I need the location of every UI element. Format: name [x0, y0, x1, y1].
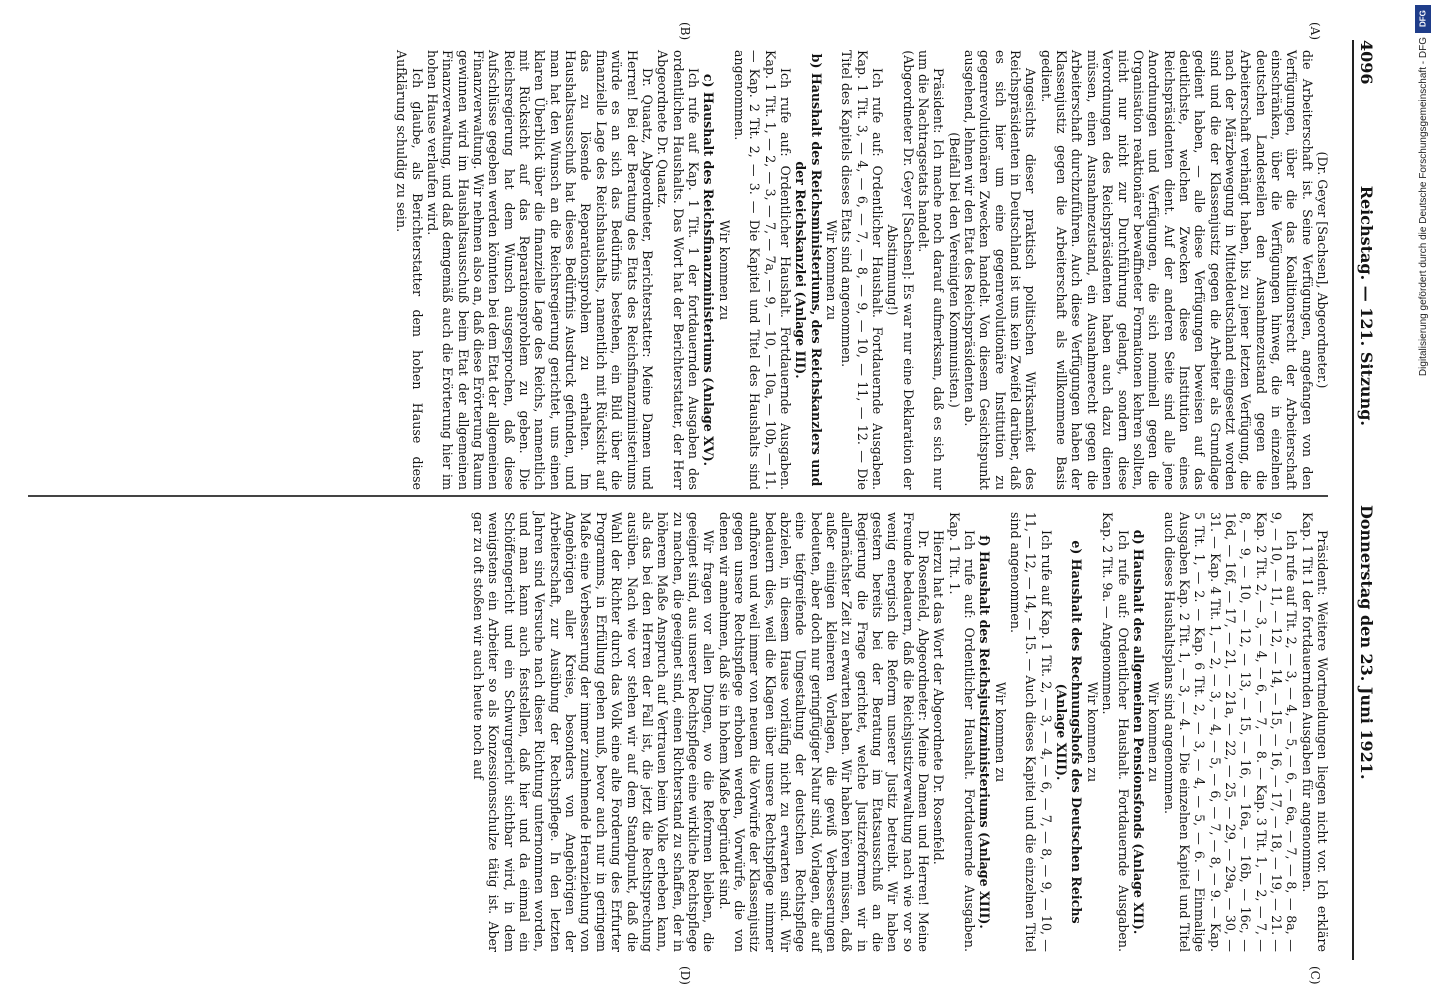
paragraph: Ich rufe auf Kap. 1 Tit. 1 der fortdauernden Ausgaben des ordentlichen Haushalts. Das Wort hat der Berichterstatter, der Herr Abgeordnete Dr. Quaatz. [655, 50, 701, 490]
dfg-logo: DFG [1415, 5, 1431, 33]
section-heading: d) Haushalt des allgemeinen Pensionsfonds (Anlage XII). [1130, 529, 1146, 935]
paragraph: Ich rufe auf Tit. 2, — 3, — 4, — 5, — 6, — 6a, — 7, — 8, — 8a, — 9, — 10, — 11, — 12, — 14, — 15, — 16, — 17, — 18, — 19, — 21. — Kap. 2 Tit. 2, — 3, — 4, — 6, — 7, — 8. — Kap. 3 Tit. 1, — 2, — 7, — 8, — 9, — 10, — 12, — 13, — 15, — 16, — 16a, — 16b, — 16c, — 16d, — 16f, — 17, — 21, — 21a, — 22, — 25, — 29, — 29a, — 30, — 31. — Kap. 4 Tit. 1, — 2, — 3, — 4, — 5, — 6, — 7, — 8, — 9. — Kap. 5 Tit. 1, — 2. — Kap. 6 Tit. 2, — 3, — 4, — 5, — 6. — Einmalige Ausgaben Kap. 2 Tit. 1, — 3, — 4. — Die einzelnen Kapitel und Titel auch dieses Haushaltsplans sind angenommen. [1161, 512, 1300, 952]
interjection: (Abgeordneter Dr. Geyer [Sachsen]: Es war nur eine Deklaration der Abstimmung!) [885, 50, 916, 490]
credit-text: Digitalisierung gefördert durch die Deutsche Forschungsgemeinschaft - DFG [1417, 37, 1429, 377]
speaker-note: (Dr. Geyer [Sachsen], Abgeordneter.) [1315, 151, 1330, 389]
page-header-right [1357, 505, 1376, 960]
session-title: Reichstag. — 121. Sitzung. [1357, 185, 1376, 426]
page-number: 4096 [1357, 40, 1376, 85]
paragraph: die Arbeiterschaft ist. Seine Verfügungen, angefangen von den Verfügungen, über die das Koalitionsrecht der Arbeiterschaft einschränken, über die Verfügungen hinweg, die in einzelnen deutschen Landesteilen den Ausnahmezustand gegen die Arbeiterschaft verhängt haben, bis zu jener letzten Verfügung, die nach der Märzbewegung in Mitteldeutschland eingesetzt worden sind und die der Klassenjustiz gegen die Arbeiter als Grundlage gedient haben, — alle diese Verfügungen beweisen auf das deutlichste, welchen Zwecken diese Institution eines Reichspräsidenten dient. Auf der anderen Seite sind alle jene Anordnungen und Verfügungen, die sich nominell gegen die Organisation reaktionärer bewaffneter Formationen kehren sollten, nicht nur nicht zur Durchführung gelangt, sondern diese Verordnungen des Reichspräsidenten haben auch dazu dienen müssen, einen Ausnahmezustand, ein Ausnahmerecht gegen die Arbeiterschaft durchzuführen. Auch diese Verfügungen haben der Klassenjustiz gegen die Arbeiterschaft als willkommene Basis gedient. [1038, 50, 1315, 490]
left-column [394, 50, 1330, 490]
section-heading: c) Haushalt des Reichsfinanzministeriums (Anlage XV). [701, 73, 717, 467]
paragraph: Ich rufe auf Kap. 1 Tit. 2, — 3, — 4, — 6, — 7, — 8, — 9, — 10, — 11, — 12, — 14, — 15. — Auch dieses Kapitel und die einzelnen Titel sind angenommen. [1008, 512, 1054, 952]
paragraph: Angesichts dieser praktisch politischen Wirksamkeit des Reichspräsidenten in Deutschland ist uns kein Zweifel darüber, daß es sich hier um eine gegenrevolutionäre Institution zu gegenrevolutionären Zwecken handelt. Von diesem Gesichtspunkt ausgehend, lehnen wir den Etat des Reichspräsidenten ab. [962, 50, 1039, 490]
transition: Wir kommen zu [824, 219, 839, 321]
paragraph: Präsident: Ich mache noch darauf aufmerksam, daß es sich nur um die Nachtragsetats handelt. [916, 50, 947, 490]
section-heading: b) Haushalt des Reichsministeriums, des Reichskanzlers und der Reichskanzlei (Anlage III). [793, 53, 824, 487]
margin-mark-a: (A) [1308, 22, 1322, 41]
transition: Wir kommen zu [1084, 681, 1100, 783]
digitization-credit [1412, 5, 1434, 995]
margin-mark-c: (C) [1308, 966, 1322, 985]
page-header-left [1357, 40, 1376, 490]
header-rule [1352, 40, 1354, 960]
paragraph: Dr. Rosenfeld, Abgeordneter: Meine Damen und Herren! Meine Freunde bedauern, daß die Reichsjustizverwaltung nach wie vor so wenig energisch die Reform unserer Justiz betreibt. Wir haben gestern bereits bei der Beratung im Etatsausschuß an die Regierung die Frage gerichtet, welche Justizreformen wir in allernächster Zeit zu erwarten haben. Wir haben hören müssen, daß außer einigen kleineren Vorlagen, die gewiß Verbesserungen bedeuten, aber doch nur geringfügiger Natur sind, Vorlagen, die auf eine tiefgreifende Umgestaltung der deutschen Rechtspflege abzielen, in diesem Hause vorläufig nicht zu erwarten sind. Wir bedauern dies, weil die Klagen über unsere Rechtspflege nimmer aufhören und weil immer von neuem die Vorwürfe der Klassenjustiz gegen unsere Rechtspflege erhoben werden, Vorwürfe, die von denen wir annehmen, daß sie in hohem Maße begründet sind. [716, 512, 932, 952]
margin-mark-b: (B) [678, 22, 692, 41]
transition: Wir kommen zu [1146, 681, 1162, 783]
transition: Wir kommen zu [992, 681, 1008, 783]
section-heading: e) Haushalt des Rechnungshofs des Deutschen Reichs (Anlage XIII). [1054, 540, 1085, 924]
paragraph: Wir fragen vor allen Dingen, wo die Reformen bleiben, die geeignet sind, aus unserer Rechtspflege eine wirkliche Rechtspflege zu machen, die geeignet sind, einen Richterstand zu schaffen, der in höherem Maße Anspruch auf Vertrauen beim Volke erheben kann, als das bei den Herren der Fall ist, die jetzt die Rechtsprechung ausüben. Nach wie vor stehen wir auf dem Standpunkt, daß die Wahl der Richter durch das Volk eine alte Forderung des Erfurter Programms, in Erfüllung gehen muß, bevor auch nur in geringem Maße eine Verbesserung der immer zunehmende Heranziehung von Angehörigen aller Kreise, besonders von Angehörigen der Arbeiterschaft, zur Ausübung der Rechtspflege. In den letzten Jahren sind Versuche nach dieser Richtung unternommen worden, und man kann auch feststellen, daß hier und da einmal ein Schöffengericht und ein Schwurgericht sichtbar wird, in dem wenigstens ein Arbeiter so als Konzessionsschulze tätig ist. Aber gar zu oft stoßen wir auch heute noch auf [471, 512, 717, 952]
paragraph: Hierzu hat das Wort der Abgeordnete Dr. Rosenfeld. [931, 530, 947, 865]
paragraph: Dr. Quaatz, Abgeordneter, Berichterstatter: Meine Damen und Herren! Bei der Beratung des Etats des Reichsfinanzministeriums würde es an sich das Bedürfnis bestehen, ein Bild über die finanzielle Lage des Reichshaushalts, namentlich mit Rücksicht auf das zu lösende Reparationsproblem zu erhalten. Im Haushaltsausschuß hat dieses Bedürfnis Ausdruck gefunden, und man hat den Wunsch an die Reichsregierung gerichtet, uns einen klaren Überblick über die finanzielle Lage des Reichs, namentlich mit Rücksicht auf das Reparationsproblem zu geben. Die Reichsregierung hat dem Wunsch ausgesprochen, daß diese Aufschlüsse gegeben werden könnten bei dem Etat der allgemeinen Finanzverwaltung. Wir nehmen also an, daß diese Erörterung Raum gewinnen wird im Haushaltsausschuß beim Etat der allgemeinen Finanzverwaltung, und daß demgemäß auch die Erörterung hier im hohen Hause verlaufen wird. [425, 50, 655, 490]
transition: Wir kommen zu [716, 219, 732, 321]
section-heading: f) Haushalt des Reichsjustizministeriums (Anlage XIII). [977, 535, 993, 929]
date-title: Donnerstag den 23. Juni 1921. [1357, 505, 1376, 780]
paragraph: Ich rufe auf: Ordentlicher Haushalt. Fortdauernde Ausgaben. Kap. 1 Tit. 3, — 4, — 6, — 7, — 8, — 9, — 10, — 11, — 12. — Die Titel des Kapitels dieses Etats sind angenommen. [839, 50, 886, 490]
paragraph: Präsident: Weitere Wortmeldungen liegen nicht vor. Ich erkläre Kap. 1 Tit 1 der fortdauernden Ausgaben für angenommen. [1299, 512, 1330, 952]
paragraph: Ich glaube, als Berichterstatter dem hohen Hause diese Aufklärung schuldig zu sein. [394, 50, 425, 490]
column-divider [28, 495, 1328, 497]
margin-mark-d: (D) [678, 966, 692, 985]
paragraph: Ich rufe auf: Ordentlicher Haushalt. Fortdauernde Ausgaben. Kap. 2 Tit. 9a. — Angenommen. [1100, 512, 1131, 952]
paragraph: Ich rufe auf: Ordentlicher Haushalt. Fortdauernde Ausgaben. Kap. 1 Tit. 1, — 2, — 3, — 7, — 7a, — 9, — 10, — 10a, — 10b, — 11. — Kap. 2 Tit. 2, — 3. — Die Kapitel und Titel des Haushalts sind angenommen. [731, 50, 793, 490]
right-column [471, 512, 1330, 952]
paragraph: Ich rufe auf: Ordentlicher Haushalt. Fortdauernde Ausgaben. Kap. 1 Tit. 1. [946, 512, 978, 952]
applause-note: (Beifall bei den Vereinigten Kommunisten.) [946, 132, 962, 408]
